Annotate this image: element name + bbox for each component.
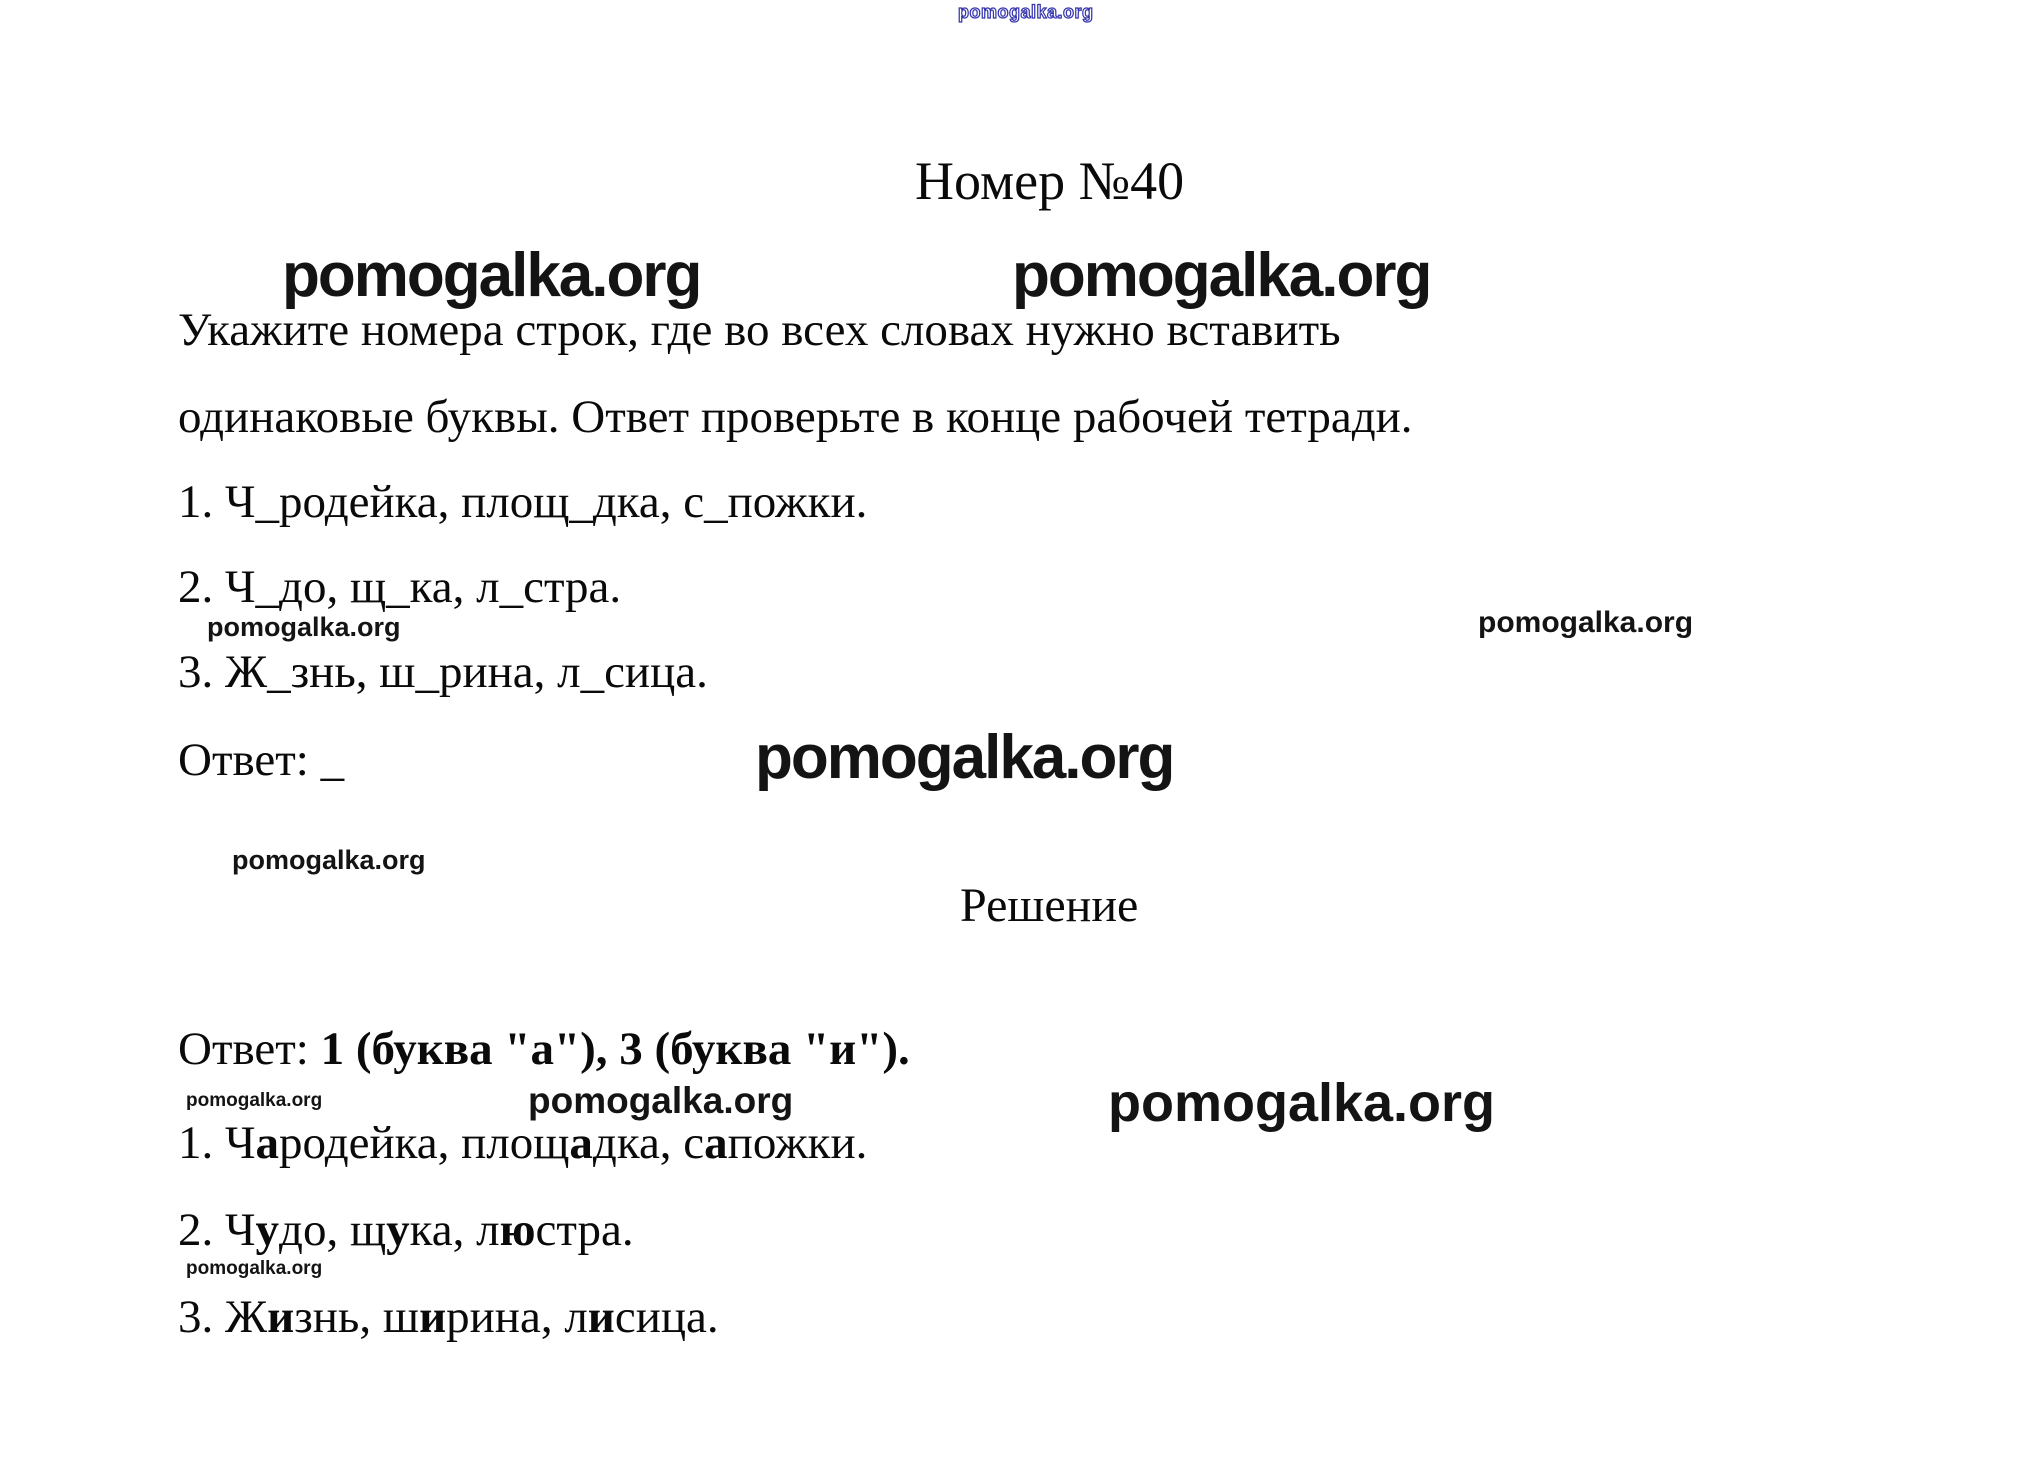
solution-item-text: дка, с [592, 1117, 705, 1169]
solution-item-bold-letter: а [569, 1117, 593, 1169]
solution-item-bold-letter: ю [499, 1204, 536, 1256]
watermark-pomogalka-tiny-1: pomogalka.org [186, 1090, 323, 1111]
solution-answer-value: 1 (буква "а"), 3 (буква "и"). [320, 1023, 910, 1075]
solution-item-bold-letter: а [704, 1117, 728, 1169]
solution-item-bold-letter: у [255, 1204, 280, 1256]
watermark-pomogalka-small-left: pomogalka.org [232, 845, 426, 875]
solution-item-text: стра. [535, 1204, 634, 1256]
watermark-pomogalka-medium-right: pomogalka.org [1478, 606, 1694, 639]
task-prompt-line-2: одинаковые буквы. Ответ проверьте в конце рабочей тетради. [178, 391, 1413, 443]
watermark-pomogalka-large-left: pomogalka.org [282, 241, 701, 310]
watermark-pomogalka-medium-center: pomogalka.org [528, 1080, 794, 1121]
solution-item-text: пожки. [727, 1117, 868, 1169]
watermark-pomogalka-medium-left: pomogalka.org [207, 612, 401, 642]
task-prompt-line-1: Укажите номера строк, где во всех словах нужно вставить [178, 304, 1341, 356]
solution-item-text: до, щ [279, 1204, 387, 1256]
solution-item-text: ка, л [409, 1204, 500, 1256]
watermark-pomogalka-large-right-2: pomogalka.org [1108, 1073, 1496, 1133]
watermark-pomogalka-tiny-2: pomogalka.org [186, 1258, 323, 1279]
task-answer-line [178, 733, 344, 787]
solution-item-bold-letter: и [587, 1291, 615, 1343]
solution-item-bold-letter: и [419, 1291, 447, 1343]
task-item: 1. Ч_родейка, площ_дка, с_пожки. [178, 476, 868, 528]
solution-answer-label: Ответ: [178, 1023, 309, 1075]
solution-item [178, 1290, 719, 1344]
task-answer-blank: _ [320, 734, 345, 786]
solution-item-text: родейка, площ [279, 1117, 570, 1169]
solution-title: Решение [960, 879, 1139, 932]
solution-answer-line [178, 1022, 910, 1076]
solution-item-text: 1. Ч [178, 1117, 256, 1169]
watermark-pomogalka-large-center: pomogalka.org [755, 723, 1174, 792]
task-title: Номер №40 [915, 151, 1185, 211]
solution-item-text: сица. [614, 1291, 719, 1343]
solution-item-text: 2. Ч [178, 1204, 256, 1256]
solution-item-bold-letter: а [255, 1117, 280, 1169]
solution-item [178, 1116, 867, 1170]
solution-item-bold-letter: у [386, 1204, 410, 1256]
task-item: 2. Ч_до, щ_ка, л_стра. [178, 561, 622, 613]
solution-item-bold-letter: и [267, 1291, 295, 1343]
solution-item-text: рина, л [446, 1291, 588, 1343]
task-item: 3. Ж_знь, ш_рина, л_сица. [178, 646, 708, 698]
solution-item-text: знь, ш [294, 1291, 420, 1343]
solution-item [178, 1203, 634, 1257]
task-answer-label: Ответ: [178, 734, 309, 786]
solution-item-text: 3. Ж [178, 1291, 268, 1343]
watermark-pomogalka-top: pomogalka.org [958, 2, 1094, 22]
watermark-pomogalka-large-right: pomogalka.org [1012, 241, 1431, 310]
